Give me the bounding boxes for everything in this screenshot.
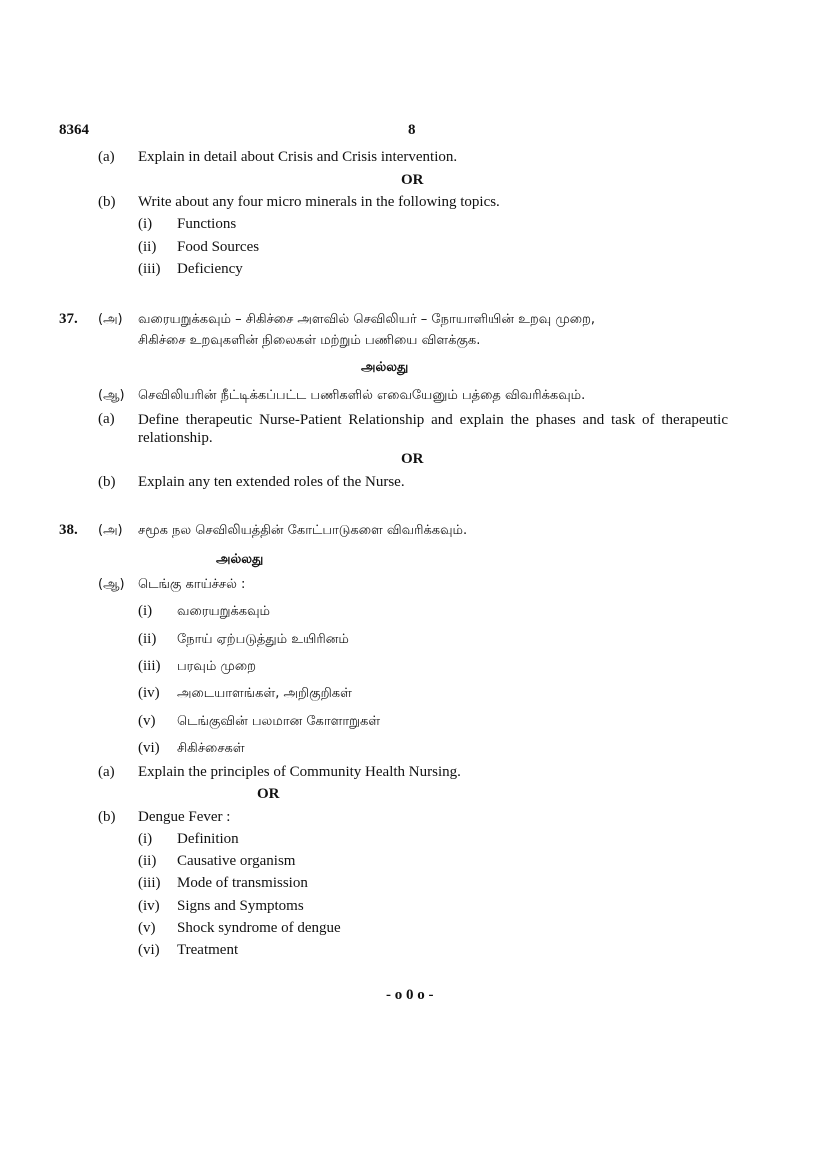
- q37-number: 37.: [59, 311, 78, 327]
- q38-ta-sub-text: நோய் ஏற்படுத்தும் உயிரினம்: [177, 632, 349, 647]
- q38-ta-sub-num: (iv): [138, 685, 160, 701]
- q38-ta-sub-num: (ii): [138, 631, 157, 647]
- q38-sub-text: Mode of transmission: [177, 875, 308, 891]
- q38-ta-sub-num: (i): [138, 603, 153, 619]
- q38-sub-text: Signs and Symptoms: [177, 898, 304, 914]
- q38-ta-or: அல்லது: [216, 552, 264, 567]
- q36-b-marker: (b): [98, 194, 116, 210]
- q38-sub-num: (vi): [138, 942, 160, 958]
- q38-ta-a-marker: (அ): [98, 523, 123, 538]
- q37-ta-b-text: செவிலியரின் நீட்டிக்கப்பட்ட பணிகளில் எவையேனும் பத்தை விவரிக்கவும்.: [138, 388, 586, 403]
- q38-ta-sub-num: (vi): [138, 740, 160, 756]
- q37-ta-b-marker: (ஆ): [98, 388, 125, 403]
- q38-ta-sub-text: பரவும் முறை: [177, 659, 257, 674]
- end-mark: - o 0 o -: [386, 987, 434, 1003]
- q38-sub-num: (ii): [138, 853, 157, 869]
- q36-sub-text: Food Sources: [177, 239, 260, 255]
- q36-a-text: Explain in detail about Crisis and Crisis intervention.: [138, 149, 458, 165]
- q38-ta-sub-num: (iii): [138, 658, 161, 674]
- q36-a-marker: (a): [98, 149, 115, 165]
- q37-b-marker: (b): [98, 474, 116, 490]
- paper-code: 8364: [59, 122, 89, 138]
- q36-sub-text: Deficiency: [177, 261, 243, 277]
- q38-b-text: Dengue Fever :: [138, 809, 231, 825]
- q37-ta-a-line1: வரையறுக்கவும் – சிகிச்சை அளவில் செவிலியர் – நோயாளியின் உறவு முறை,: [138, 312, 596, 327]
- q38-ta-sub-text: அடையாளங்கள், அறிகுறிகள்: [177, 686, 352, 701]
- q38-ta-sub-text: டெங்குவின் பலமான கோளாறுகள்: [177, 714, 381, 729]
- q37-a-marker: (a): [98, 411, 115, 427]
- q38-ta-b-text: டெங்கு காய்ச்சல் :: [138, 577, 246, 592]
- q37-ta-or: அல்லது: [361, 360, 409, 375]
- q37-a-text: Define therapeutic Nurse-Patient Relationship and explain the phases and task of therapeutic relationship.: [138, 412, 728, 446]
- q38-sub-text: Definition: [177, 831, 239, 847]
- q38-sub-text: Shock syndrome of dengue: [177, 920, 341, 936]
- q37-ta-a-marker: (அ): [98, 312, 123, 327]
- q37-b-text: Explain any ten extended roles of the Nurse.: [138, 474, 405, 490]
- q38-sub-num: (i): [138, 831, 153, 847]
- q37-or: OR: [401, 451, 424, 467]
- q38-or: OR: [257, 786, 280, 802]
- q38-sub-num: (iii): [138, 875, 161, 891]
- q37-ta-a-line2: சிகிச்சை உறவுகளின் நிலைகள் மற்றும் பணியை விளக்குக.: [138, 333, 481, 348]
- q36-sub-num: (i): [138, 216, 153, 232]
- q38-b-marker: (b): [98, 809, 116, 825]
- q38-ta-sub-text: சிகிச்சைகள்: [177, 741, 245, 756]
- q38-ta-a-text: சமூக நல செவிலியத்தின் கோட்பாடுகளை விவரிக்கவும்.: [138, 523, 468, 538]
- q38-number: 38.: [59, 522, 78, 538]
- page-number: 8: [408, 122, 416, 138]
- q36-sub-num: (iii): [138, 261, 161, 277]
- q36-b-text: Write about any four micro minerals in the following topics.: [138, 194, 500, 210]
- q36-or: OR: [401, 172, 424, 188]
- q38-sub-text: Treatment: [177, 942, 239, 958]
- q36-sub-text: Functions: [177, 216, 237, 232]
- q38-a-marker: (a): [98, 764, 115, 780]
- q36-sub-num: (ii): [138, 239, 157, 255]
- q38-a-text: Explain the principles of Community Health Nursing.: [138, 764, 461, 780]
- q38-sub-text: Causative organism: [177, 853, 296, 869]
- q38-sub-num: (iv): [138, 898, 160, 914]
- q38-ta-b-marker: (ஆ): [98, 577, 125, 592]
- q38-sub-num: (v): [138, 920, 156, 936]
- q38-ta-sub-text: வரையறுக்கவும்: [177, 604, 271, 619]
- q38-ta-sub-num: (v): [138, 713, 156, 729]
